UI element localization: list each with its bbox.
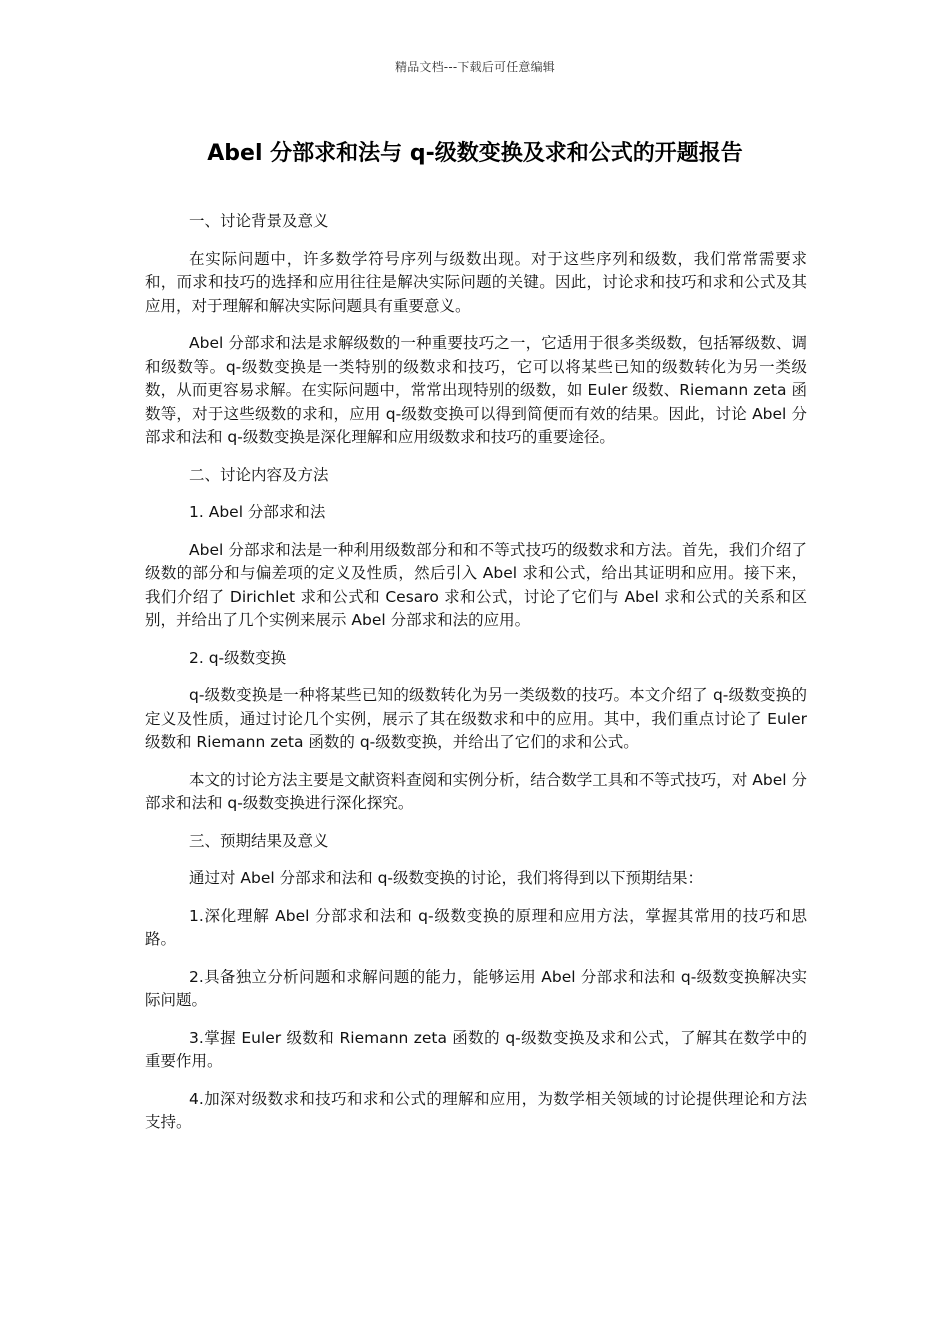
section-heading-background: 一、讨论背景及意义 (189, 212, 329, 230)
subsection-heading-abel: 1. Abel 分部求和法 (189, 503, 326, 521)
paragraph-q-series: q-级数变换是一种将某些已知的级数转化为另一类级数的技巧。本文介绍了 q-级数变换的定义及性质，通过讨论几个实例，展示了其在级数求和中的应用。其中，我们重点讨论了 Euler 级数和 Riemann zeta 函数的 q-级数变换，并给出了它们的求和公式。 (145, 686, 807, 751)
section-heading-methods: 二、讨论内容及方法 (189, 465, 329, 484)
subsection-heading-q-series: 2. q-级数变换 (189, 648, 287, 667)
paragraph-methods: 本文的讨论方法主要是文献资料查阅和实例分析，结合数学工具和不等式技巧，对 Abel 分部求和法和 q-级数变换进行深化探究。 (145, 770, 807, 812)
result-item-3: 3.掌握 Euler 级数和 Riemann zeta 函数的 q-级数变换及求和公式，了解其在数学中的重要作用。 (145, 1028, 807, 1070)
result-item-2: 2.具备独立分析问题和求解问题的能力，能够运用 Abel 分部求和法和 q-级数变换解决实际问题。 (145, 967, 807, 1009)
paragraph-background-2: Abel 分部求和法是求解级数的一种重要技巧之一，它适用于很多类级数，包括幂级数、调和级数等。q-级数变换是一类特别的级数求和技巧，它可以将某些已知的级数转化为另一类级数，从而更容易求解。在实际问题中，常常出现特别的级数，如 Euler 级数、Riemann zeta 函数等，对于这些级数的求和，应用 q-级数变换可以得到简便而有效的结果。因此，讨论 Abel 分部求和法和 q-级数变换是深化理解和应用级数求和技巧的重要途径。 (145, 334, 807, 446)
paragraph-results-intro: 通过对 Abel 分部求和法和 q-级数变换的讨论，我们将得到以下预期结果： (189, 869, 703, 887)
document-body (145, 210, 807, 1149)
result-item-1: 1.深化理解 Abel 分部求和法和 q-级数变换的原理和应用方法，掌握其常用的技巧和思路。 (145, 906, 807, 948)
paragraph-abel: Abel 分部求和法是一种利用级数部分和和不等式技巧的级数求和方法。首先，我们介绍了级数的部分和与偏差项的定义及性质，然后引入 Abel 求和公式，给出其证明和应用。接下来，我们介绍了 Dirichlet 求和公式和 Cesaro 求和公式，讨论了它们与 Abel 求和公式的关系和区别，并给出了几个实例来展示 Abel 分部求和法的应用。 (145, 540, 807, 629)
header-note: 精品文档---下载后可任意编辑 (395, 60, 555, 74)
paragraph-background-1: 在实际问题中，许多数学符号序列与级数出现。对于这些序列和级数，我们常常需要求和，而求和技巧的选择和应用往往是解决实际问题的关键。因此，讨论求和技巧和求和公式及其应用，对于理解和解决实际问题具有重要意义。 (145, 249, 807, 315)
section-heading-results: 三、预期结果及意义 (189, 831, 329, 850)
document-title: Abel 分部求和法与 q-级数变换及求和公式的开题报告 (207, 141, 743, 166)
result-item-4: 4.加深对级数求和技巧和求和公式的理解和应用，为数学相关领域的讨论提供理论和方法支持。 (145, 1089, 807, 1131)
